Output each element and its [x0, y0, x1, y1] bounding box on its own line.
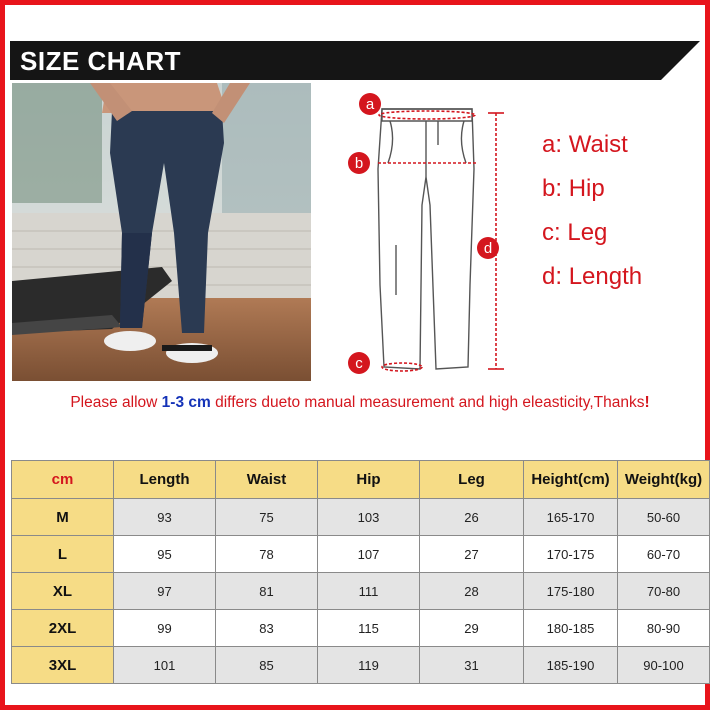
cell-weight: 60-70	[618, 536, 710, 573]
header-waist: Waist	[216, 461, 318, 499]
legend-label: Length	[568, 263, 643, 290]
table-row	[12, 610, 710, 647]
cell-weight: 90-100	[618, 647, 710, 684]
measurement-notice	[5, 394, 710, 412]
cell-height: 175-180	[524, 573, 618, 610]
marker-a	[359, 93, 381, 115]
cell-waist: 83	[216, 610, 318, 647]
legend-letter: d	[542, 263, 556, 290]
header-leg: Leg	[420, 461, 524, 499]
cell-height: 170-175	[524, 536, 618, 573]
cell-hip: 107	[318, 536, 420, 573]
table-header-row	[12, 461, 710, 499]
cell-leg: 28	[420, 573, 524, 610]
cell-waist: 81	[216, 573, 318, 610]
pants-measurement-diagram	[340, 85, 520, 385]
header-hip: Hip	[318, 461, 420, 499]
legend-item-waist: a: Waist	[542, 131, 628, 158]
marker-c	[348, 352, 370, 374]
table-row	[12, 647, 710, 684]
cell-length: 97	[114, 573, 216, 610]
legend-item-hip: b: Hip	[542, 175, 605, 202]
legend-label: Hip	[568, 175, 605, 202]
cell-weight: 80-90	[618, 610, 710, 647]
header-weight: Weight(kg)	[618, 461, 710, 499]
cell-waist: 75	[216, 499, 318, 536]
cell-leg: 31	[420, 647, 524, 684]
svg-text:a: a	[365, 96, 375, 113]
size-label: XL	[12, 573, 114, 610]
notice-before: Please allow	[70, 394, 162, 411]
cell-hip: 115	[318, 610, 420, 647]
header-height: Height(cm)	[524, 461, 618, 499]
cell-leg: 29	[420, 610, 524, 647]
cell-hip: 119	[318, 647, 420, 684]
product-photo	[12, 83, 311, 381]
table-row	[12, 499, 710, 536]
legend-letter: b	[542, 175, 556, 202]
notice-end: !	[644, 394, 650, 411]
measurement-legend	[542, 125, 642, 301]
legend-letter: c	[542, 219, 554, 246]
cell-leg: 27	[420, 536, 524, 573]
table-row	[12, 536, 710, 573]
cell-weight: 70-80	[618, 573, 710, 610]
title-bar	[10, 41, 700, 80]
size-label: L	[12, 536, 114, 573]
marker-b	[348, 152, 370, 174]
table-row	[12, 573, 710, 610]
notice-after: differs dueto manual measurement and high eleasticity,Thanks	[210, 394, 645, 411]
header-length: Length	[114, 461, 216, 499]
header-unit: cm	[12, 461, 114, 499]
marker-d	[477, 237, 499, 259]
svg-text:b: b	[354, 155, 364, 172]
cell-leg: 26	[420, 499, 524, 536]
cell-length: 101	[114, 647, 216, 684]
cell-hip: 111	[318, 573, 420, 610]
cell-height: 185-190	[524, 647, 618, 684]
page-title: SIZE CHART	[20, 46, 181, 76]
cell-waist: 85	[216, 647, 318, 684]
cell-length: 95	[114, 536, 216, 573]
legend-item-length: d: Length	[542, 263, 643, 290]
cell-length: 99	[114, 610, 216, 647]
size-label: M	[12, 499, 114, 536]
size-label: 3XL	[12, 647, 114, 684]
cell-weight: 50-60	[618, 499, 710, 536]
cell-length: 93	[114, 499, 216, 536]
legend-letter: a	[542, 131, 556, 158]
cell-height: 165-170	[524, 499, 618, 536]
size-label: 2XL	[12, 610, 114, 647]
notice-highlight: 1-3 cm	[161, 394, 211, 411]
legend-label: Leg	[567, 219, 608, 246]
legend-label: Waist	[568, 131, 628, 158]
svg-text:d: d	[483, 240, 493, 257]
svg-text:c: c	[355, 355, 363, 372]
legend-item-leg: c: Leg	[542, 219, 608, 246]
cell-height: 180-185	[524, 610, 618, 647]
size-table	[11, 460, 710, 684]
cell-hip: 103	[318, 499, 420, 536]
cell-waist: 78	[216, 536, 318, 573]
